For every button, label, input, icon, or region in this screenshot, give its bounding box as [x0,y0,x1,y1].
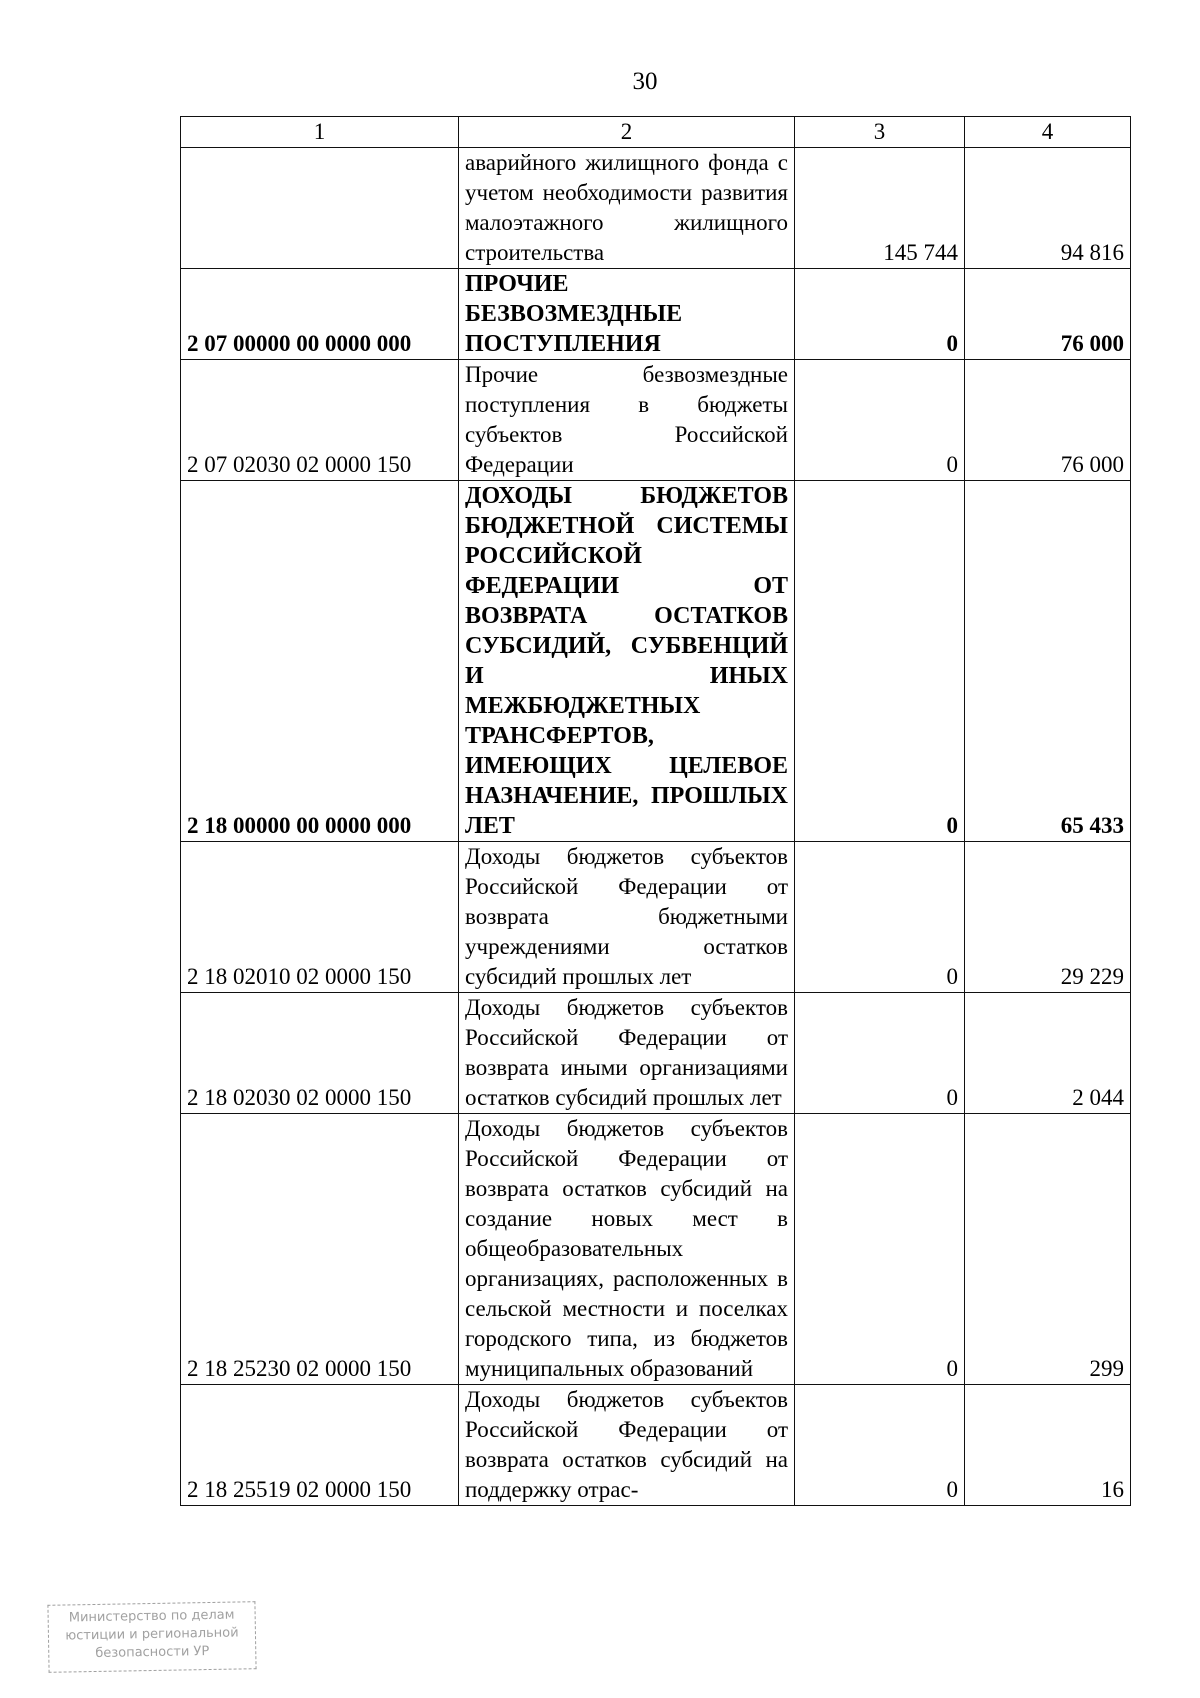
stamp-line: безопасности УР [95,1644,210,1661]
page-number: 30 [632,68,658,95]
value-col4-cell: 299 [965,1114,1131,1385]
column-header-3: 3 [795,117,965,148]
budget-code-cell: 2 18 02010 02 0000 150 [181,842,459,993]
value-col3-cell: 0 [795,481,965,842]
budget-code-cell: 2 07 00000 00 0000 000 [181,269,459,360]
stamp-line: Министерство по делам [68,1607,235,1626]
column-header-2: 2 [459,117,795,148]
table-row-section [181,269,1131,360]
value-col3-cell: 145 744 [795,148,965,269]
budget-code-cell: 2 07 02030 02 0000 150 [181,360,459,481]
value-col4-cell: 16 [965,1385,1131,1506]
value-col3-cell: 0 [795,360,965,481]
table-row [181,148,1131,269]
value-col4-cell: 76 000 [965,360,1131,481]
table-row-section [181,481,1131,842]
item-name-cell: Доходы бюджетов субъектов Российской Федерации от возврата бюджетными учреждениями остатков субсидий прошлых лет [459,842,795,993]
item-name-cell: Доходы бюджетов субъектов Российской Федерации от возврата иными организациями остатков субсидий прошлых лет [459,993,795,1114]
item-name-cell: ПРОЧИЕ БЕЗВОЗМЕЗДНЫЕ ПОСТУПЛЕНИЯ [459,269,795,360]
budget-code-cell: 2 18 25519 02 0000 150 [181,1385,459,1506]
item-name-cell: аварийного жилищного фонда с учетом необходимости развития малоэтажного жилищного строительства [459,148,795,269]
budget-code-cell: 2 18 02030 02 0000 150 [181,993,459,1114]
stamp-line: юстиции и региональной [65,1625,239,1644]
table-row [181,1385,1131,1506]
value-col3-cell: 0 [795,993,965,1114]
item-name-cell: Прочие безвозмездные поступления в бюджеты субъектов Российской Федерации [459,360,795,481]
table-row [181,842,1131,993]
value-col4-cell: 76 000 [965,269,1131,360]
table-row [181,993,1131,1114]
column-header-4: 4 [965,117,1131,148]
value-col3-cell: 0 [795,842,965,993]
value-col3-cell: 0 [795,269,965,360]
value-col4-cell: 29 229 [965,842,1131,993]
value-col4-cell: 2 044 [965,993,1131,1114]
value-col3-cell: 0 [795,1114,965,1385]
budget-code-cell: 2 18 00000 00 0000 000 [181,481,459,842]
revenue-table [180,116,1131,1506]
value-col4-cell: 65 433 [965,481,1131,842]
table-header-row [181,117,1131,148]
budget-code-cell: 2 18 25230 02 0000 150 [181,1114,459,1385]
item-name-cell: Доходы бюджетов субъектов Российской Федерации от возврата остатков субсидий на поддержку отрас- [459,1385,795,1506]
value-col3-cell: 0 [795,1385,965,1506]
value-col4-cell: 94 816 [965,148,1131,269]
table-row [181,1114,1131,1385]
table-row [181,360,1131,481]
column-header-1: 1 [181,117,459,148]
budget-code-cell [181,148,459,269]
item-name-cell: Доходы бюджетов субъектов Российской Федерации от возврата остатков субсидий на создание новых мест в общеобразовательных организациях, расположенных в сельской местности и поселках городского типа, из бюджетов муниципальных образований [459,1114,795,1385]
item-name-cell: ДОХОДЫ БЮДЖЕТОВ БЮДЖЕТНОЙ СИСТЕМЫ РОССИЙСКОЙ ФЕДЕРАЦИИ ОТ ВОЗВРАТА ОСТАТКОВ СУБСИДИЙ, СУБВЕНЦИЙ И ИНЫХ МЕЖБЮДЖЕТНЫХ ТРАНСФЕРТОВ, ИМЕЮЩИХ ЦЕЛЕВОЕ НАЗНАЧЕНИЕ, ПРОШЛЫХ ЛЕТ [459,481,795,842]
ministry-stamp [47,1601,256,1673]
